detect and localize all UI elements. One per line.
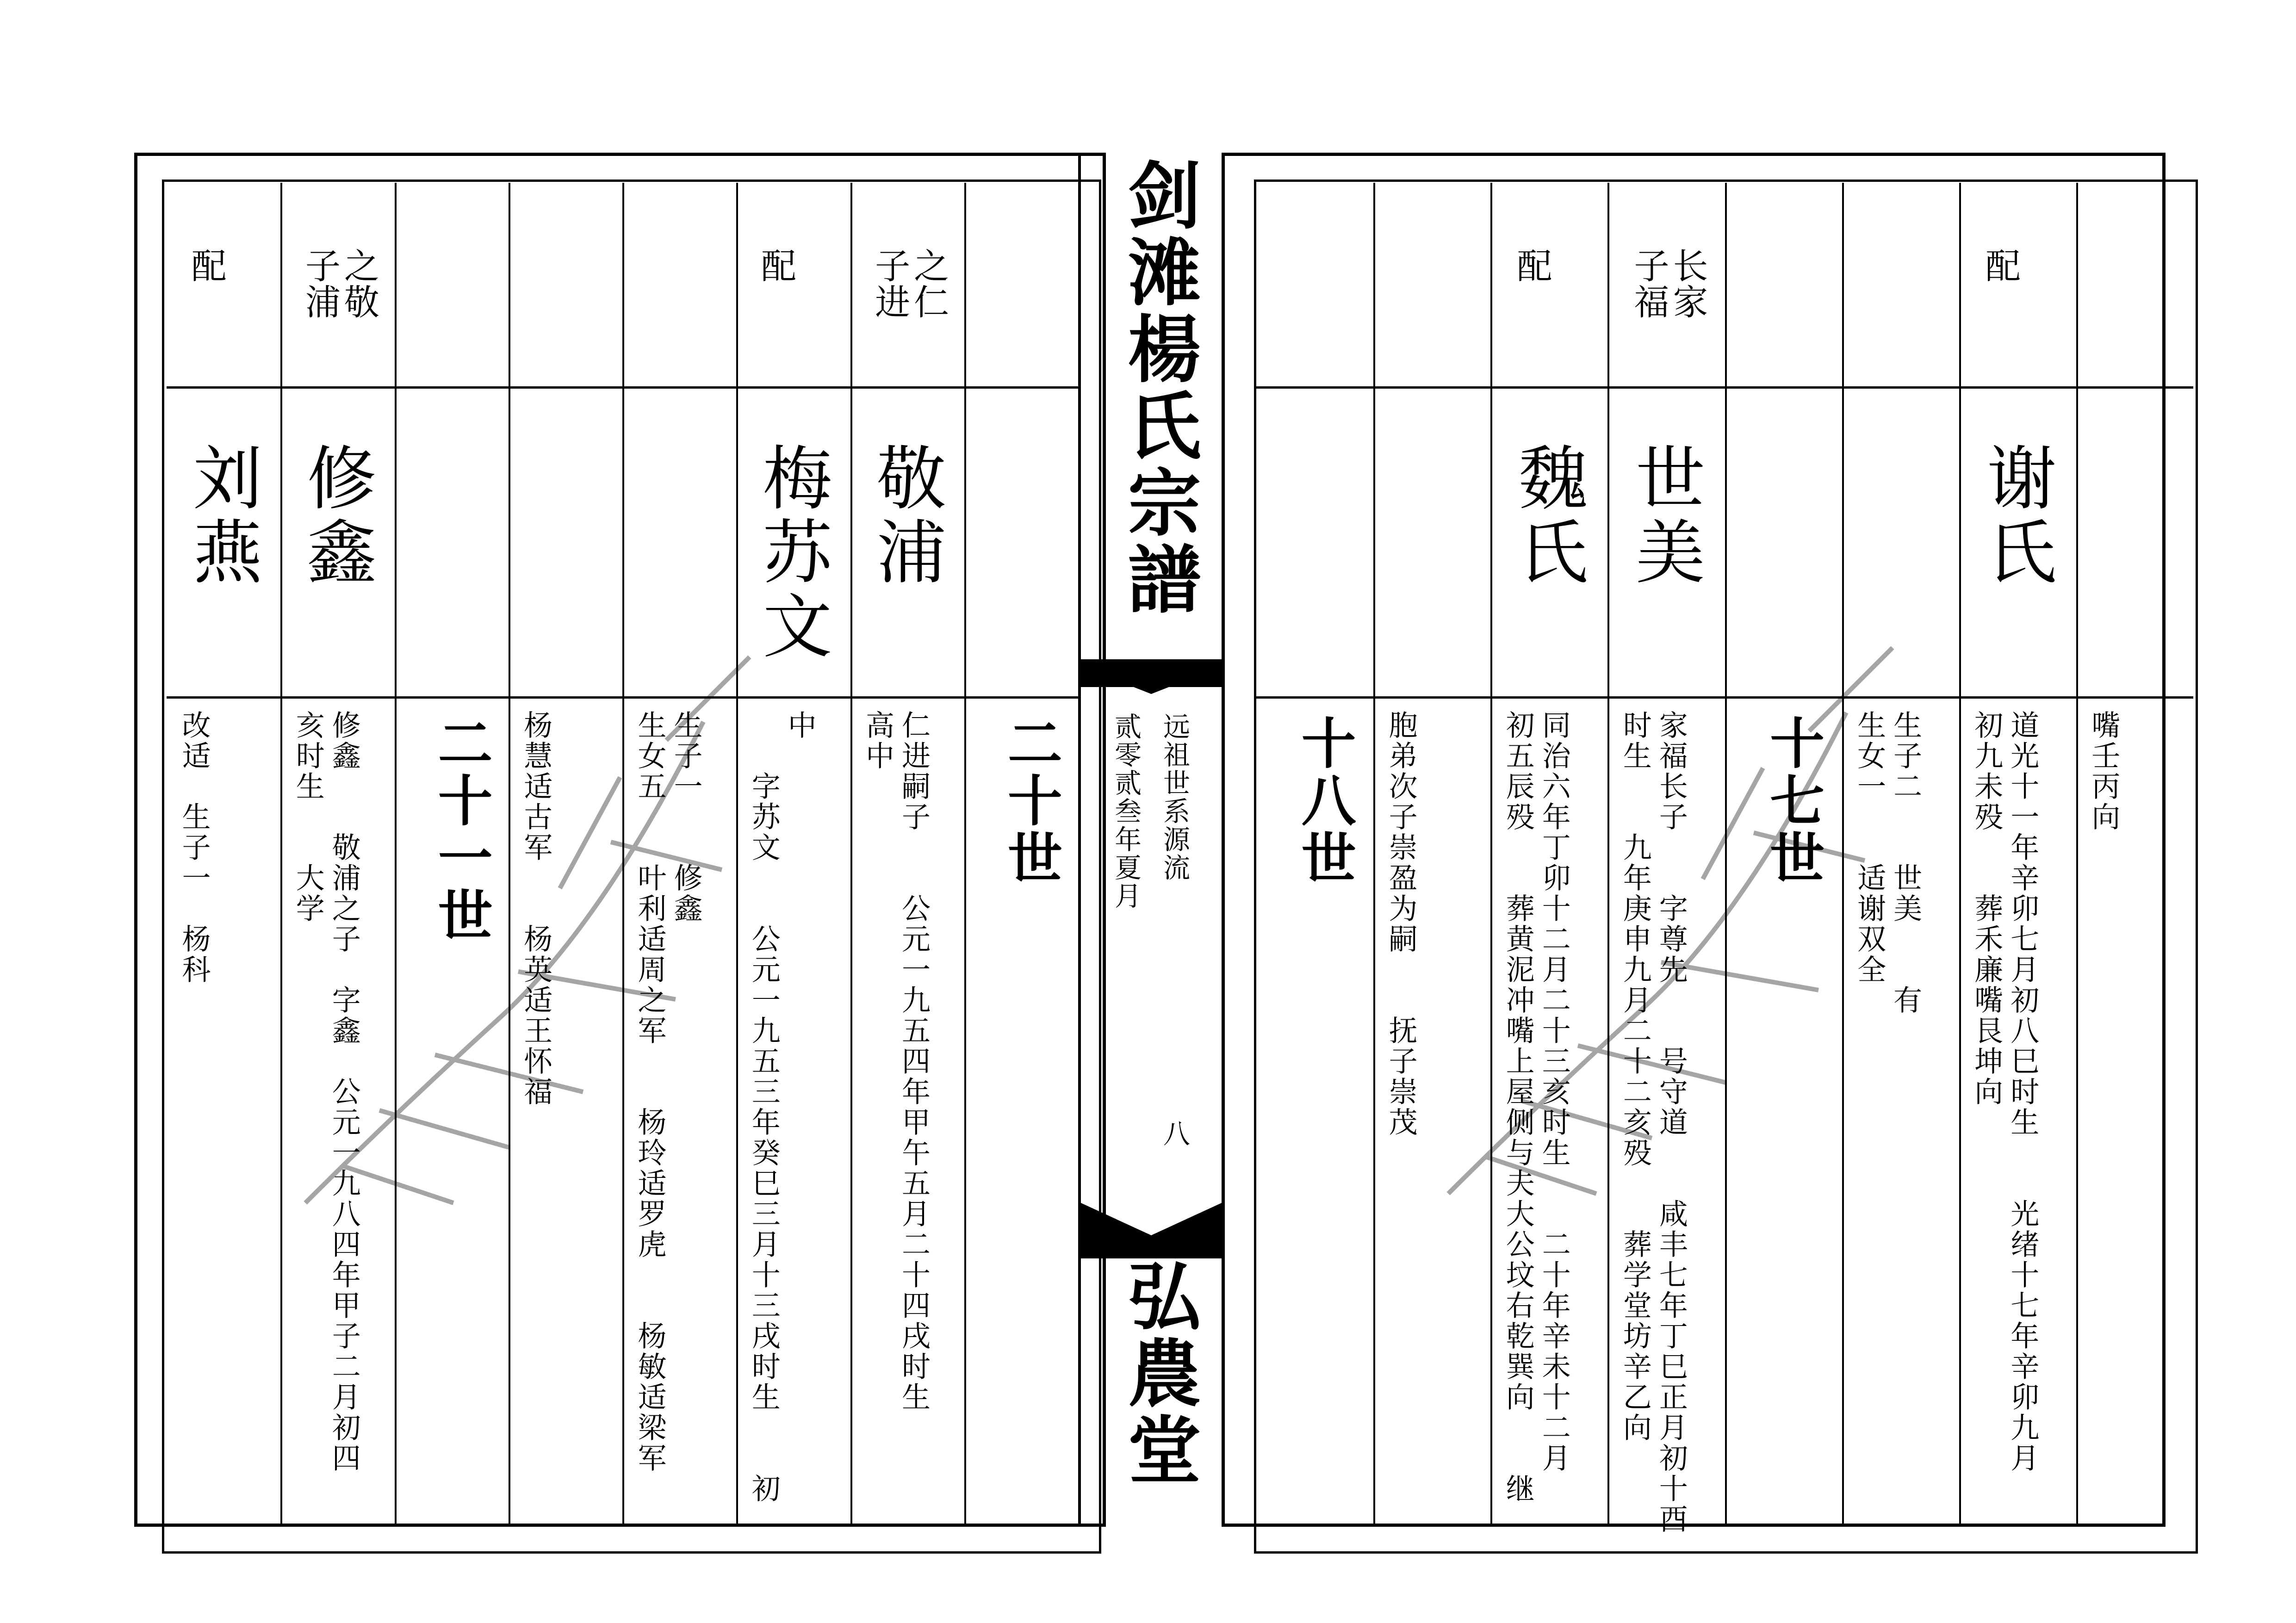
left_page-column-rule	[280, 183, 282, 1527]
spine-title: 剑滩楊氏宗譜	[1116, 157, 1201, 618]
right_page-column-rule	[1373, 183, 1375, 1527]
column-header: 之仁 子进	[869, 248, 949, 320]
person-name: 梅苏文	[751, 442, 832, 664]
biography-text: 同治六年丁卯十二月二十三亥时生 二十年辛未十二月 初五辰殁 葬黄泥冲嘴上屋侧与夫大公坟右乾巽向 继	[1501, 710, 1571, 1504]
column-header: 配	[1980, 248, 2021, 284]
spine-left-border	[1078, 153, 1081, 1527]
biography-text: 仁进嗣子 公元一九五四年甲午五月二十四戌时生 高中	[861, 710, 931, 1412]
right_page-column-rule	[1607, 183, 1609, 1527]
spine-page-number: 八	[1159, 1120, 1190, 1148]
right_page-column-rule	[1959, 183, 1961, 1527]
biography-text: 生子二 世美 有 生女一 适谢双全	[1852, 710, 1923, 1016]
column-header: 配	[1511, 248, 1552, 284]
left_page-column-rule	[622, 183, 624, 1527]
biography-text: 家福长子 字尊先 号守道 咸丰七年丁巳正月初十酉 时生 九年庚申九月二十二亥殁 葬学堂坊辛乙向	[1618, 710, 1688, 1535]
biography-text: 道光十一年辛卯七月初八巳时生 光绪十七年辛卯九月 初九未殁 葬禾廉嘴艮坤向	[1969, 710, 2040, 1474]
column-header: 长家 子福	[1628, 248, 1708, 320]
person-name: 修鑫	[295, 442, 376, 590]
biography-text: 改适 生子一 杨科	[177, 710, 211, 985]
right_page-column-rule	[1725, 183, 1727, 1527]
generation-label: 二十世	[998, 715, 1062, 887]
spine-hall-name: 弘農堂	[1116, 1258, 1201, 1489]
right_page-column-rule	[1490, 183, 1492, 1527]
generation-label: 十八世	[1292, 715, 1356, 887]
column-header: 之敬 子浦	[299, 248, 380, 320]
left_page-column-rule	[736, 183, 738, 1527]
spine-subtitle: 远祖世系源流	[1159, 712, 1190, 882]
person-name: 敬浦	[864, 442, 945, 590]
left_page-column-rule	[509, 183, 510, 1527]
spine-lower-chevron	[1081, 1203, 1222, 1258]
biography-text: 修鑫 敬浦之子 字鑫 公元一九八四年甲子二月初四 亥时生 大学	[291, 710, 361, 1474]
right_page-column-rule	[2076, 183, 2078, 1527]
spine-date: 贰零贰叁年夏月	[1110, 712, 1142, 910]
left_page-column-rule	[395, 183, 397, 1527]
biography-text: 生子一 修鑫 生女五 叶利适周之军 杨玲适罗虎 杨敏适梁军	[633, 710, 703, 1474]
biography-text: 胞弟次子崇盈为嗣 抚子崇茂	[1384, 710, 1418, 1138]
left_page-column-rule	[850, 183, 852, 1527]
generation-label: 十七世	[1761, 715, 1825, 887]
person-name: 世美	[1623, 442, 1704, 590]
right_page-column-rule	[1842, 183, 1844, 1527]
person-name: 魏氏	[1506, 442, 1587, 590]
spine-upper-chevron	[1081, 666, 1222, 694]
biography-text: 中 字苏文 公元一九五三年癸巳三月十三戌时生 初	[747, 710, 817, 1504]
left_page-column-rule	[964, 183, 966, 1527]
biography-text: 杨慧适古军 杨英适王怀福	[519, 710, 553, 1107]
biography-text: 嘴壬丙向	[2086, 710, 2121, 832]
person-name: 刘燕	[181, 442, 262, 590]
spine-right-border	[1222, 153, 1224, 1527]
generation-label: 二十一世	[428, 715, 493, 944]
column-header: 配	[186, 248, 227, 284]
person-name: 谢氏	[1975, 442, 2056, 590]
column-header: 配	[755, 248, 797, 284]
